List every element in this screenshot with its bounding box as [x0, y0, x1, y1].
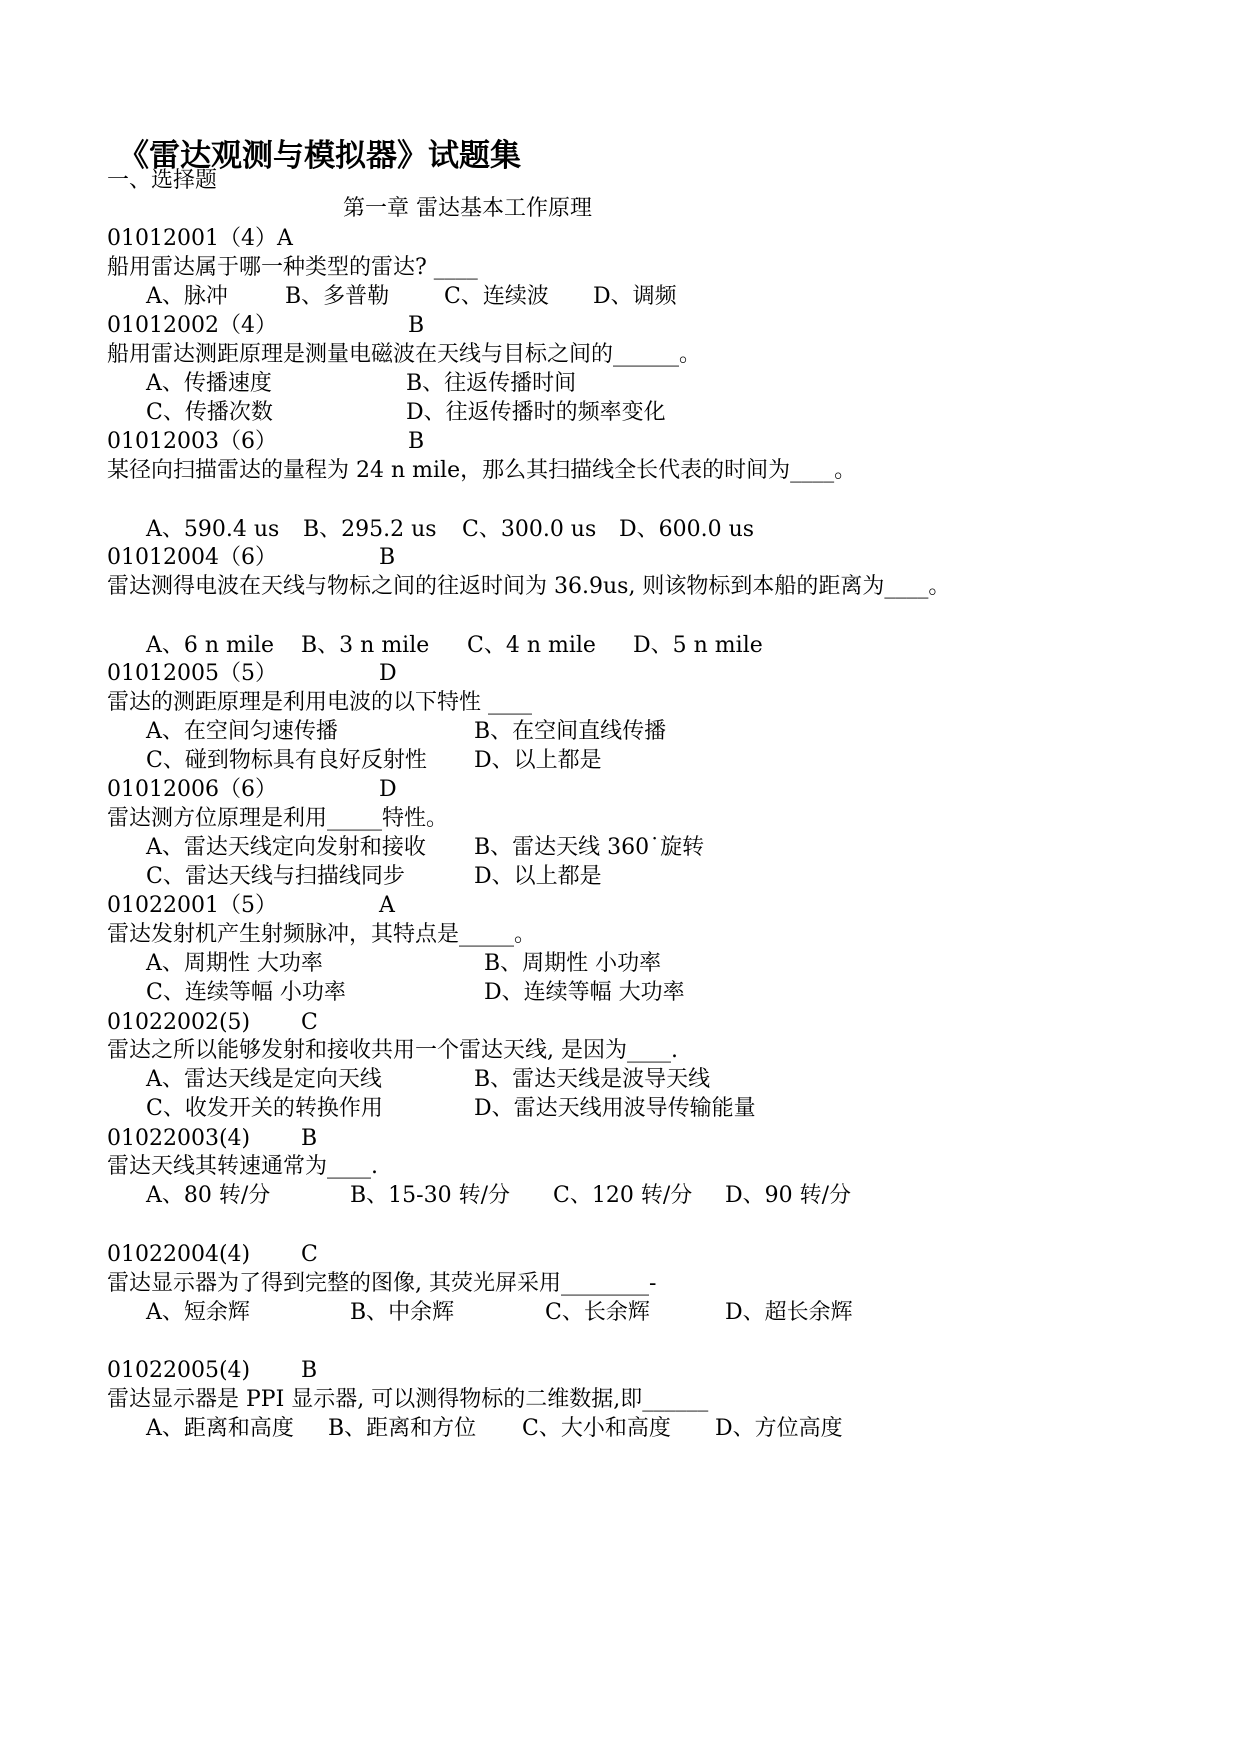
option-a: A、传播速度 [146, 371, 272, 396]
question-answer: C [301, 1010, 318, 1035]
option-d: D、以上都是 [474, 748, 602, 773]
option-b: B、往返传播时间 [406, 371, 577, 396]
question-id: 01022005(4) [107, 1358, 251, 1383]
question-answer: A [379, 893, 395, 918]
option-b: B、雷达天线 360˙旋转 [474, 835, 705, 860]
option-b: B、中余辉 [350, 1300, 455, 1325]
option-d: D、600.0 us [619, 517, 755, 542]
question-id: 01012001（4）A [107, 226, 293, 251]
option-c: C、连续等幅 小功率 [146, 980, 346, 1005]
option-c: C、大小和高度 [522, 1416, 671, 1441]
section-heading: 一、选择题 [107, 168, 218, 193]
option-a: A、脉冲 [146, 284, 228, 309]
option-b: B、雷达天线是波导天线 [474, 1067, 711, 1092]
option-c: C、300.0 us [462, 517, 597, 542]
question-text: 雷达显示器为了得到完整的图像, 其荧光屏采用________- [107, 1271, 657, 1296]
option-a: A、距离和高度 [146, 1416, 294, 1441]
question-id: 01022004(4) [107, 1242, 251, 1267]
question-answer: C [301, 1242, 318, 1267]
question-id: 01012002（4） [107, 313, 277, 338]
question-id: 01022003(4) [107, 1126, 251, 1151]
question-id: 01012006（6） [107, 777, 277, 802]
question-answer: B [301, 1358, 318, 1383]
option-c: C、雷达天线与扫描线同步 [146, 864, 405, 889]
question-id: 01012004（6） [107, 545, 277, 570]
option-c: C、4 n mile [467, 633, 596, 658]
option-a: A、6 n mile [146, 633, 274, 658]
question-answer: D [379, 777, 397, 802]
option-c: C、长余辉 [545, 1300, 650, 1325]
question-id: 01022001（5） [107, 893, 277, 918]
question-id: 01012003（6） [107, 429, 277, 454]
option-b: B、周期性 小功率 [484, 951, 662, 976]
option-b: B、距离和方位 [328, 1416, 477, 1441]
question-answer: B [408, 429, 425, 454]
question-answer: D [379, 661, 397, 686]
option-b: B、在空间直线传播 [474, 719, 667, 744]
question-answer: B [301, 1126, 318, 1151]
option-c: C、120 转/分 [553, 1183, 693, 1208]
option-c: C、碰到物标具有良好反射性 [146, 748, 427, 773]
option-b: B、295.2 us [303, 517, 437, 542]
option-a: A、雷达天线定向发射和接收 [146, 835, 426, 860]
option-d: D、以上都是 [474, 864, 602, 889]
option-d: D、连续等幅 大功率 [484, 980, 685, 1005]
option-b: B、3 n mile [301, 633, 430, 658]
question-text: 某径向扫描雷达的量程为 24 n mile，那么其扫描线全长代表的时间为____。 [107, 458, 857, 483]
option-d: D、雷达天线用波导传输能量 [474, 1096, 756, 1121]
option-d: D、方位高度 [715, 1416, 843, 1441]
chapter-heading: 第一章 雷达基本工作原理 [343, 196, 592, 221]
option-d: D、调频 [593, 284, 677, 309]
option-a: A、雷达天线是定向天线 [146, 1067, 382, 1092]
option-d: D、90 转/分 [725, 1183, 852, 1208]
question-id: 01012005（5） [107, 661, 277, 686]
question-text: 雷达发射机产生射频脉冲，其特点是_____。 [107, 922, 537, 947]
question-answer: B [408, 313, 425, 338]
question-answer: B [379, 545, 396, 570]
option-b: B、多普勒 [285, 284, 390, 309]
option-d: D、往返传播时的频率变化 [406, 400, 666, 425]
option-b: B、15-30 转/分 [350, 1183, 510, 1208]
question-text: 雷达测方位原理是利用_____特性。 [107, 806, 449, 831]
option-d: D、5 n mile [633, 633, 763, 658]
option-a: A、周期性 大功率 [146, 951, 323, 976]
question-text: 雷达天线其转速通常为____. [107, 1154, 378, 1179]
option-c: C、传播次数 [146, 400, 273, 425]
option-c: C、连续波 [444, 284, 549, 309]
option-c: C、收发开关的转换作用 [146, 1096, 383, 1121]
question-text: 雷达的测距原理是利用电波的以下特性 ____ [107, 690, 532, 715]
question-text: 雷达显示器是 PPI 显示器, 可以测得物标的二维数据,即______ [107, 1387, 709, 1412]
option-a: A、80 转/分 [146, 1183, 271, 1208]
option-d: D、超长余辉 [725, 1300, 853, 1325]
question-text: 船用雷达测距原理是测量电磁波在天线与目标之间的______。 [107, 342, 702, 367]
question-id: 01022002(5) [107, 1010, 251, 1035]
option-a: A、在空间匀速传播 [146, 719, 338, 744]
option-a: A、590.4 us [146, 517, 280, 542]
option-a: A、短余辉 [146, 1300, 250, 1325]
question-text: 船用雷达属于哪一种类型的雷达? ____ [107, 255, 478, 280]
question-text: 雷达之所以能够发射和接收共用一个雷达天线, 是因为____. [107, 1038, 678, 1063]
question-text: 雷达测得电波在天线与物标之间的往返时间为 36.9us, 则该物标到本船的距离为____。 [107, 574, 951, 599]
document-title: 《雷达观测与模拟器》试题集 [118, 138, 521, 174]
